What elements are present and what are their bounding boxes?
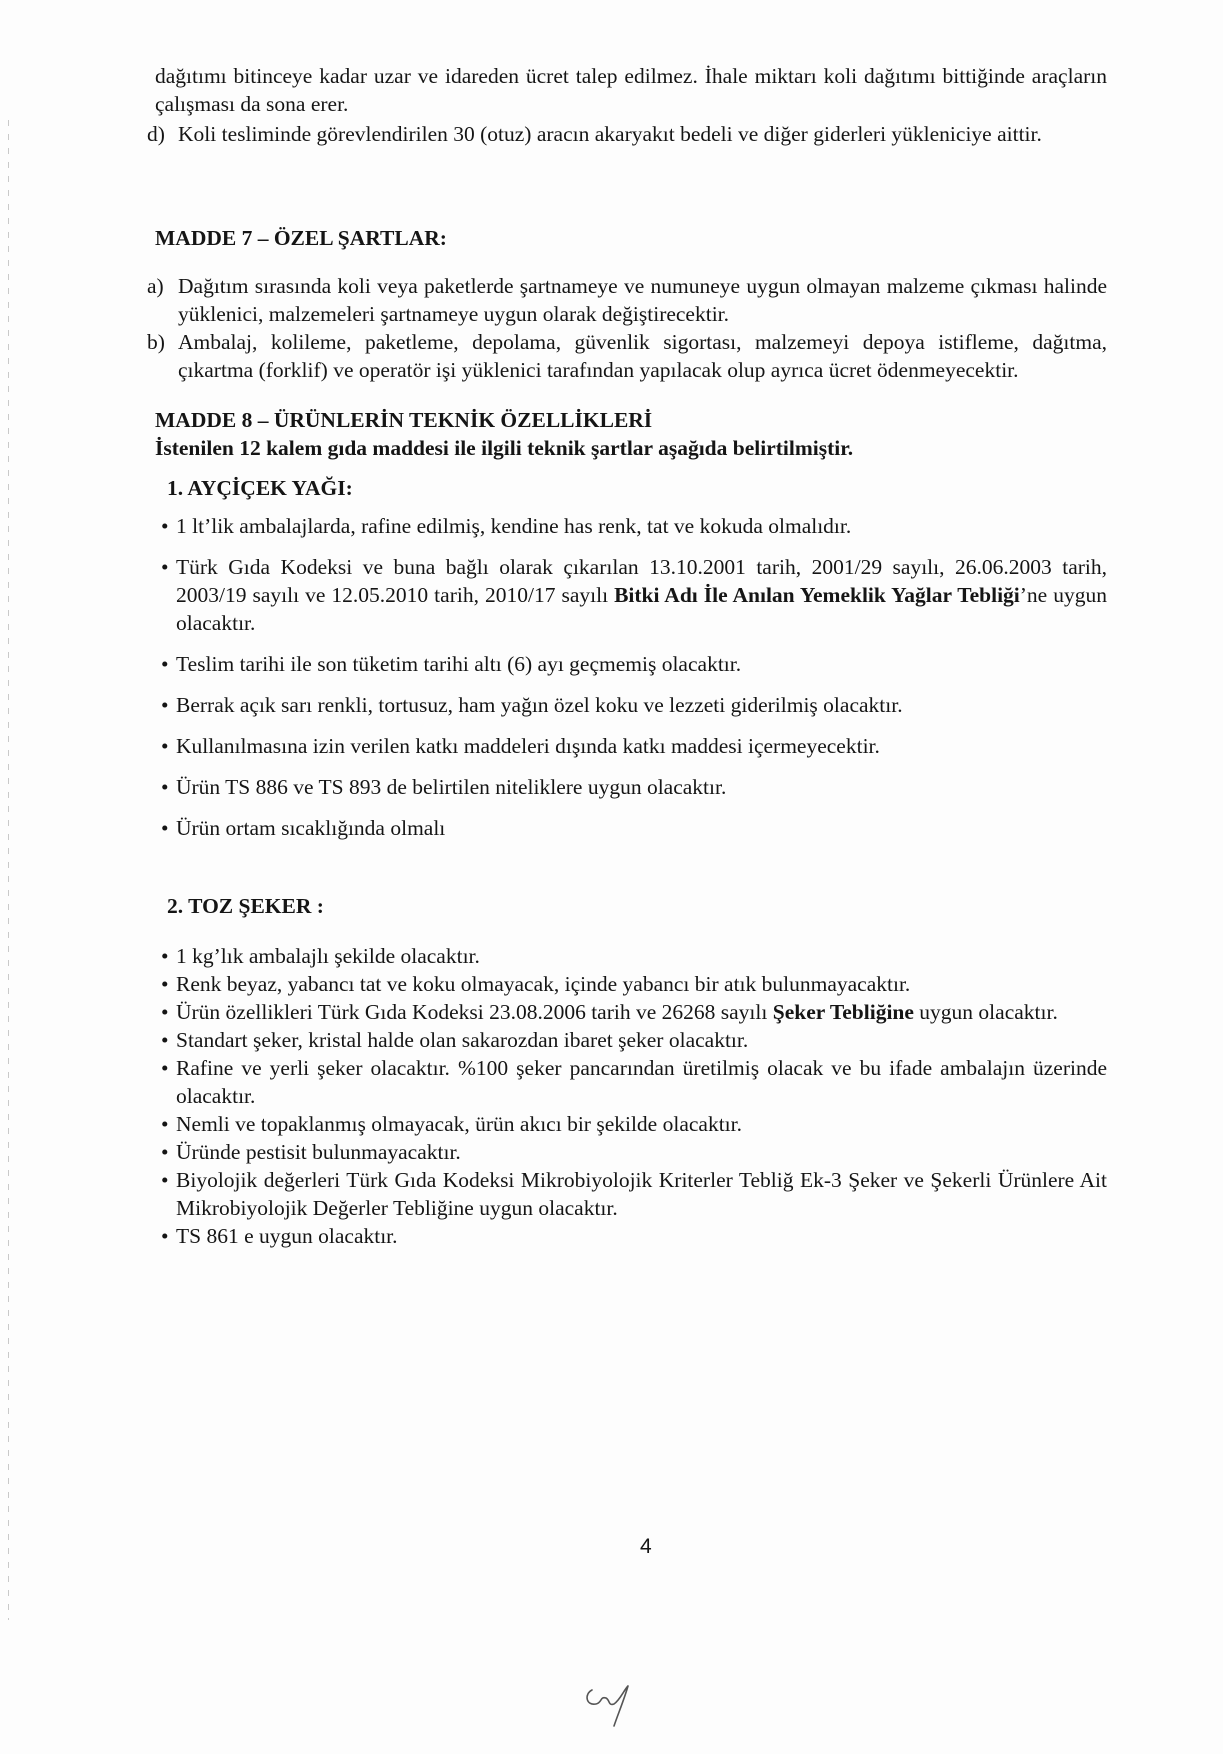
bullet-icon: • (161, 1224, 169, 1248)
madde8-subtitle: İstenilen 12 kalem gıda maddesi ile ilgili teknik şartlar aşağıda belirtilmiştir. (155, 436, 854, 460)
bullet-icon: • (161, 734, 169, 758)
list-item: • Nemli ve topaklanmış olmayacak, ürün akıcı bir şekilde olacaktır. (161, 1112, 742, 1136)
intro-paragraph: dağıtımı bitinceye kadar uzar ve idareden ücret talep edilmez. İhale miktarı koli dağıtımı bittiğinde araçların çalışması da sona erer. (155, 64, 1107, 116)
item-d (147, 120, 1107, 148)
bullet-icon: • (161, 555, 169, 579)
list-item: • TS 861 e uygun olacaktır. (161, 1224, 398, 1248)
item-b-label: b) (147, 330, 165, 354)
madde7-item-a (147, 272, 1107, 328)
madde7-heading: MADDE 7 – ÖZEL ŞARTLAR: (155, 226, 447, 250)
bullet-icon: • (161, 816, 169, 840)
list-item: • Ürün ortam sıcaklığında olmalı (161, 816, 446, 840)
list-item: • Türk Gıda Kodeksi ve buna bağlı olarak çıkarılan 13.10.2001 tarih, 2001/29 sayılı, 26.06.2003 tarih, 2003/19 sayılı ve 12.05.2010 tarih, 2010/17 sayılı Bitki Adı İle Anılan Yemeklik Yağlar Tebliği’ne uygun olacaktır. (161, 555, 1107, 635)
list-item: • Teslim tarihi ile son tüketim tarihi altı (6) ayı geçmemiş olacaktır. (161, 652, 742, 676)
bullet-icon: • (161, 1028, 169, 1052)
page-number: 4 (640, 1535, 652, 1558)
list-item: • Rafine ve yerli şeker olacaktır. %100 şeker pancarından üretilmiş olacak ve bu ifade ambalajın üzerinde olacaktır. (161, 1056, 1107, 1108)
item-d-text: Koli tesliminde görevlendirilen 30 (otuz) aracın akaryakıt bedeli ve diğer giderleri yükleniciye aittir. (178, 122, 1042, 146)
product1-heading: 1. AYÇİÇEK YAĞI: (167, 476, 353, 500)
bullet-icon: • (161, 972, 169, 996)
bullet-icon: • (161, 1112, 169, 1136)
bullet-icon: • (161, 1000, 169, 1024)
regulation-name: Bitki Adı İle Anılan Yemeklik Yağlar Tebliği (614, 583, 1020, 607)
bullet-icon: • (161, 693, 169, 717)
list-item: • Standart şeker, kristal halde olan sakarozdan ibaret şeker olacaktır. (161, 1028, 749, 1052)
list-item: • Berrak açık sarı renkli, tortusuz, ham yağın özel koku ve lezzeti giderilmiş olacaktır. (161, 693, 903, 717)
signature-icon (580, 1660, 660, 1730)
bullet-icon: • (161, 1056, 169, 1080)
regulation-name: Şeker Tebliğine (772, 1000, 914, 1024)
madde8-heading: MADDE 8 – ÜRÜNLERİN TEKNİK ÖZELLİKLERİ (155, 408, 653, 432)
list-item: • Üründe pestisit bulunmayacaktır. (161, 1140, 461, 1164)
product1-list (159, 512, 1107, 842)
list-item: • 1 lt’lik ambalajlarda, rafine edilmiş, kendine has renk, tat ve kokuda olmalıdır. (161, 514, 852, 538)
bullet-icon: • (161, 1140, 169, 1164)
item-d-label: d) (147, 122, 165, 146)
list-item: • 1 kg’lık ambalajlı şekilde olacaktır. (161, 944, 480, 968)
bullet-icon: • (161, 944, 169, 968)
bullet-icon: • (161, 1168, 169, 1192)
document-body (147, 62, 1107, 1250)
item-a-label: a) (147, 274, 164, 298)
madde7-item-b (147, 328, 1107, 384)
product2-heading: 2. TOZ ŞEKER : (167, 894, 324, 918)
item-b-text: Ambalaj, kolileme, paketleme, depolama, güvenlik sigortası, malzemeyi depoya istifleme, dağıtma, çıkartma (forklif) ve operatör işi yüklenici tarafından yapılacak olup ayrıca ücret ödenmeyecektir. (178, 330, 1107, 382)
list-item: • Ürün TS 886 ve TS 893 de belirtilen niteliklere uygun olacaktır. (161, 775, 727, 799)
list-item: • Biyolojik değerleri Türk Gıda Kodeksi Mikrobiyolojik Kriterler Tebliğ Ek-3 Şeker ve Şekerli Ürünlere Ait Mikrobiyolojik Değerler Tebliğine uygun olacaktır. (161, 1168, 1107, 1220)
list-item: • Ürün özellikleri Türk Gıda Kodeksi 23.08.2006 tarih ve 26268 sayılı Şeker Tebliğine uygun olacaktır. (161, 1000, 1058, 1024)
bullet-icon: • (161, 652, 169, 676)
list-item: • Renk beyaz, yabancı tat ve koku olmayacak, içinde yabancı bir atık bulunmayacaktır. (161, 972, 911, 996)
bullet-icon: • (161, 775, 169, 799)
product2-list (159, 942, 1107, 1250)
bullet-icon: • (161, 514, 169, 538)
scan-margin-line (8, 120, 9, 1620)
list-item: • Kullanılmasına izin verilen katkı maddeleri dışında katkı maddesi içermeyecektir. (161, 734, 880, 758)
item-a-text: Dağıtım sırasında koli veya paketlerde şartnameye ve numuneye uygun olmayan malzeme çıkması halinde yüklenici, malzemeleri şartnameye uygun olarak değiştirecektir. (178, 274, 1107, 326)
